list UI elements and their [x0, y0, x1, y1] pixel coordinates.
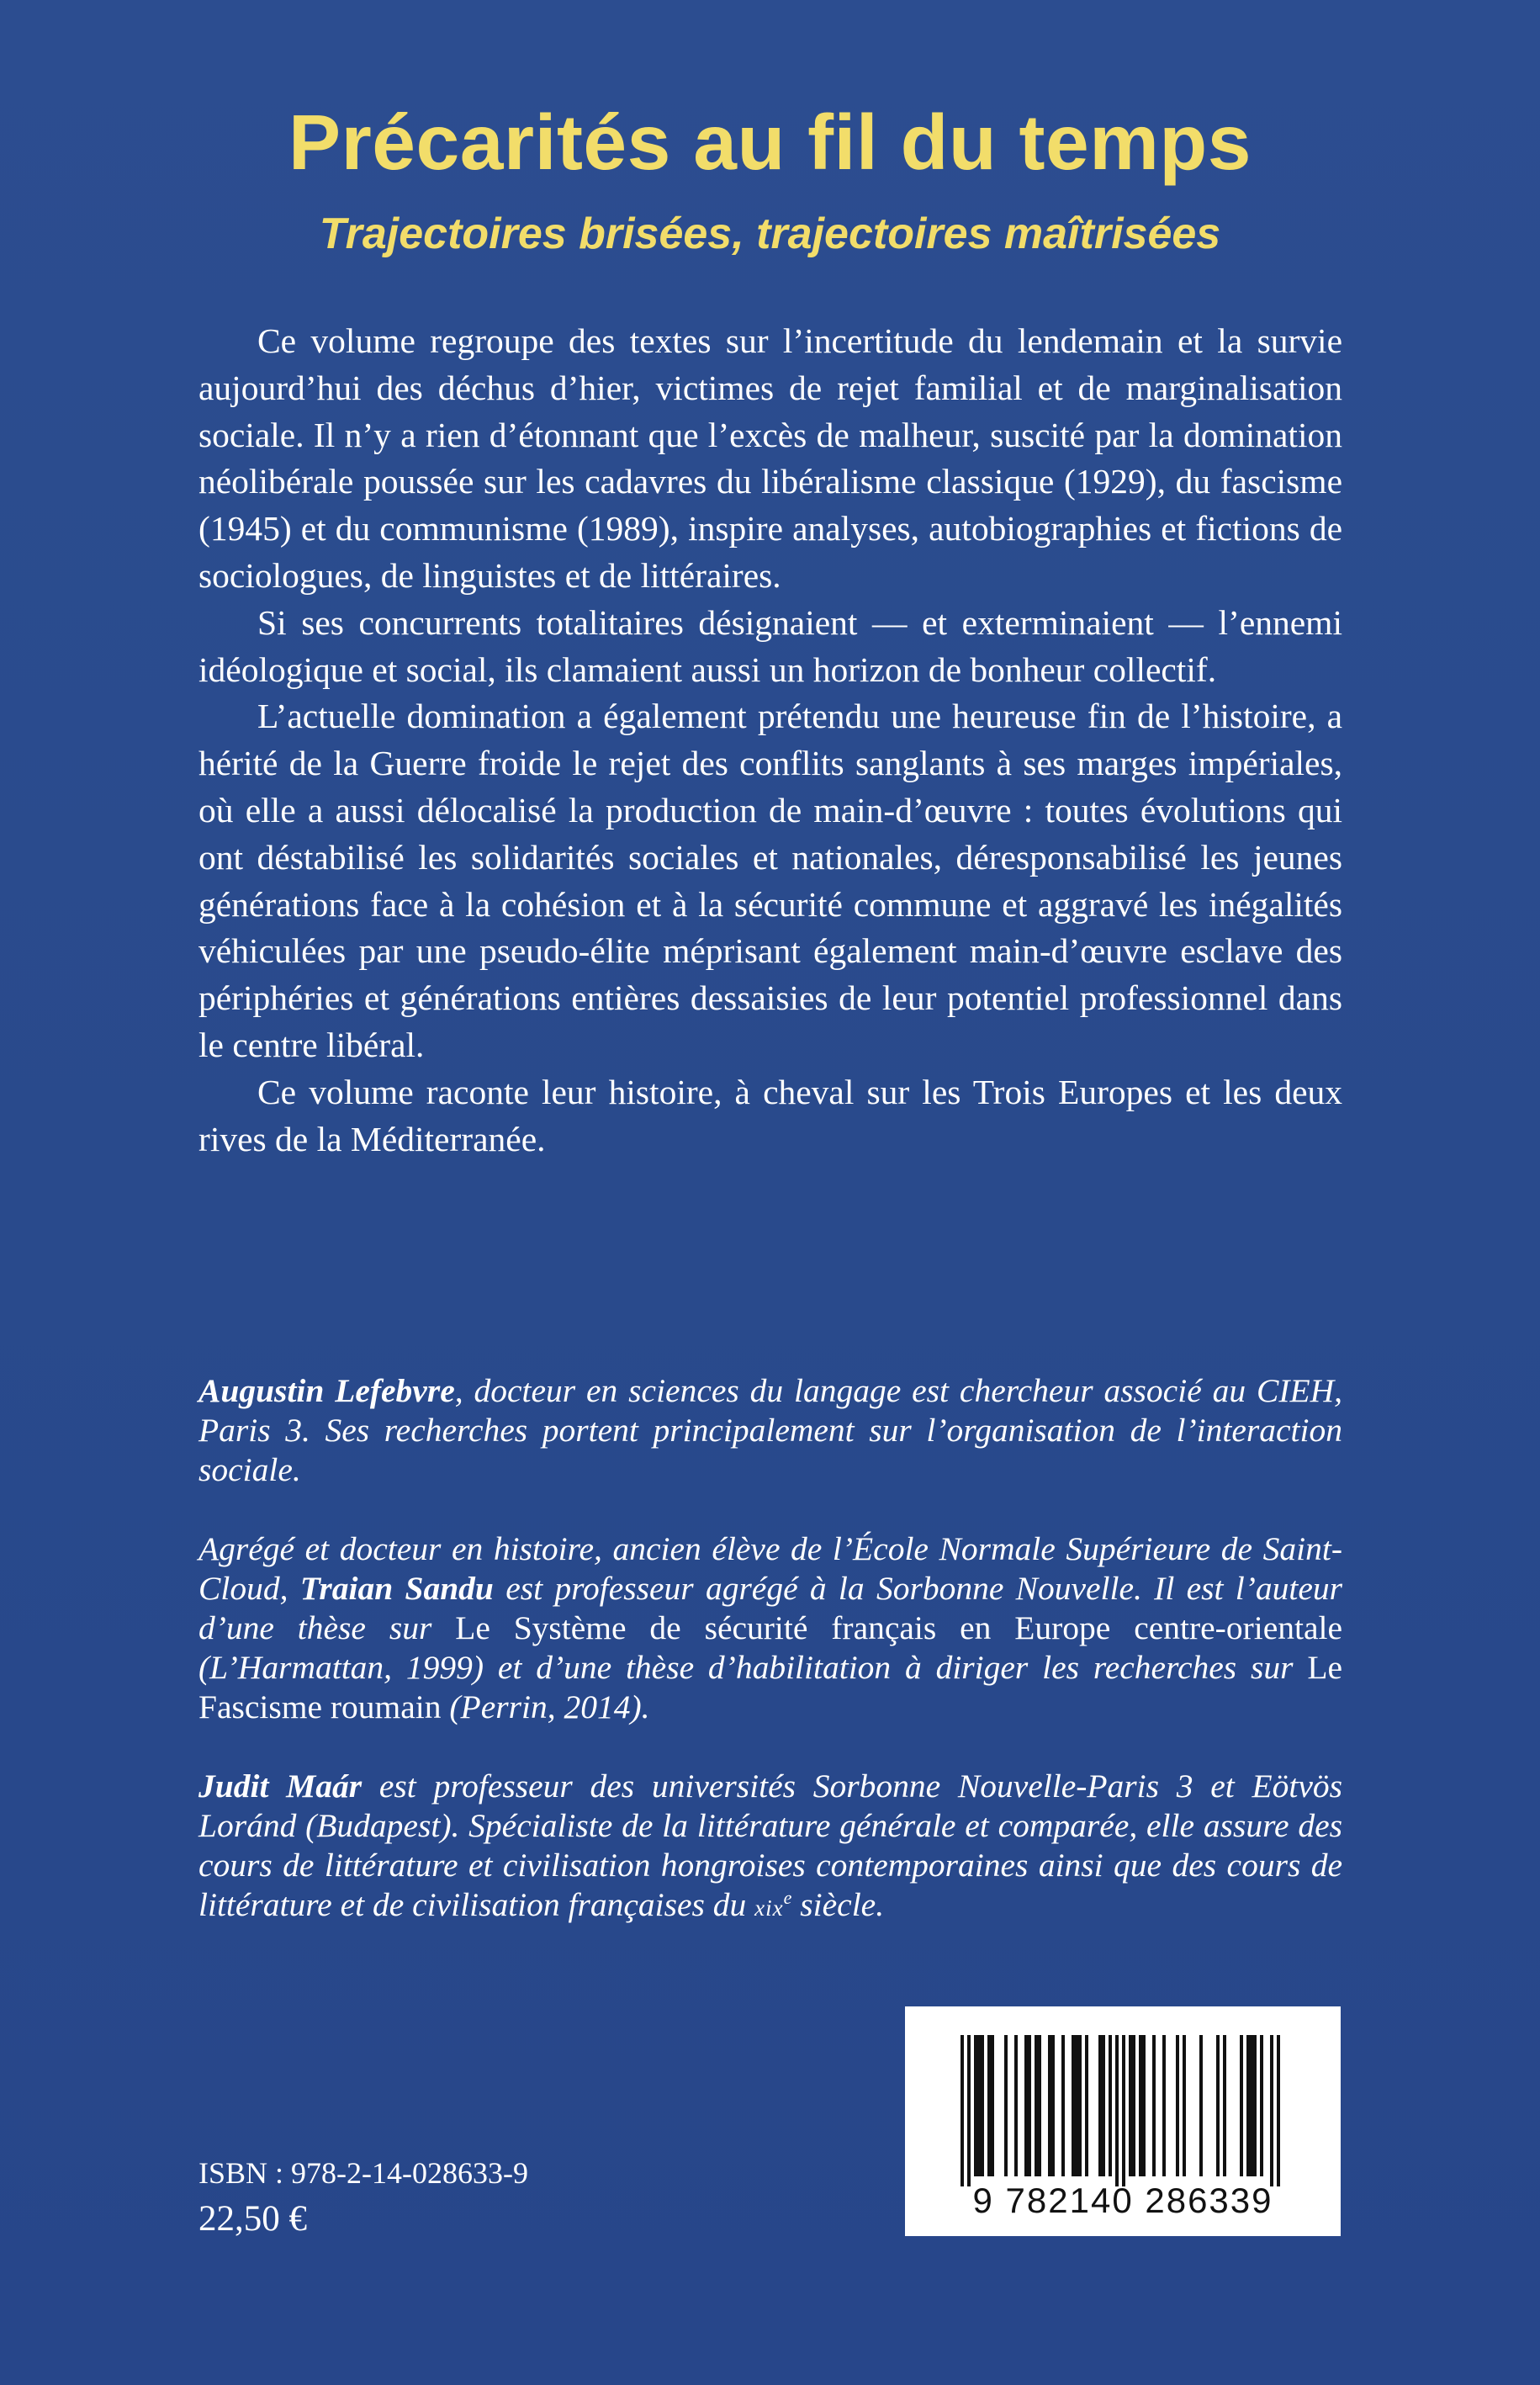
- barcode-bar: [1115, 2035, 1119, 2186]
- barcode-bar: [1038, 2035, 1041, 2176]
- author-bios: [198, 1371, 1342, 1968]
- barcode-bar: [1223, 2035, 1226, 2176]
- bio-maar: [198, 1767, 1342, 1928]
- barcode-bar: [1048, 2035, 1051, 2176]
- barcode-bar: [1028, 2035, 1031, 2176]
- barcode-bar: [1014, 2035, 1018, 2176]
- bio-text: (L’Harmattan, 1999) et d’une thèse d’habilitation à diriger les recherches sur: [198, 1649, 1308, 1686]
- barcode-bar: [1051, 2035, 1055, 2176]
- bio-text: Agrégé et docteur en histoire, ancien élève de l’École Normale Supérieure de Saint-Cloud,: [198, 1530, 1342, 1607]
- century-superscript: e: [783, 1886, 792, 1908]
- barcode-bar: [1102, 2035, 1105, 2176]
- barcode-bar: [961, 2035, 964, 2186]
- bio-text: siècle.: [791, 1886, 885, 1923]
- barcode-bar: [1199, 2035, 1203, 2176]
- book-reference: Le Fascisme roumain: [198, 1649, 1342, 1725]
- barcode-bar: [1176, 2035, 1179, 2176]
- bio-text: est professeur agrégé à la Sorbonne Nouvelle. Il est l’auteur d’une thèse sur: [198, 1570, 1342, 1646]
- bio-sandu: [198, 1529, 1342, 1727]
- barcode-bar: [967, 2035, 971, 2186]
- barcode-bar: [1129, 2035, 1132, 2176]
- century-numeral: xix: [754, 1895, 784, 1921]
- bio-text: , docteur en sciences du langage est chercheur associé au CIEH, Paris 3. Ses recherches portent principalement sur l’organisation de l’interaction sociale.: [198, 1372, 1342, 1488]
- barcode-bar: [1162, 2035, 1166, 2176]
- barcode-bar: [1246, 2035, 1250, 2176]
- barcode-bar: [1132, 2035, 1135, 2176]
- bio-text: (Perrin, 2014).: [441, 1688, 650, 1725]
- barcode-bar: [1075, 2035, 1078, 2176]
- barcode-bar: [1098, 2035, 1102, 2176]
- barcode-bar: [1085, 2035, 1088, 2176]
- book-subtitle: Trajectoires brisées, trajectoires maîtrisées: [319, 209, 1221, 258]
- barcode-bar: [1253, 2035, 1257, 2176]
- bio-text: est professeur des universités Sorbonne Nouvelle-Paris 3 et Eötvös Loránd (Budapest). Spécialiste de la littérature générale et comparée, elle assure des cours de littérature et civilisation hongroises contemporaines ainsi que des cours de littérature et de civilisation françaises du: [198, 1768, 1342, 1923]
- barcode-bar: [1139, 2035, 1142, 2176]
- barcode-digits: 9 782140 286339: [972, 2181, 1273, 2220]
- book-title: Précarités au fil du temps: [288, 98, 1252, 186]
- blurb-paragraph-1: Ce volume regroupe des textes sur l’incertitude du lendemain et la survie aujourd’hui des déchus d’hier, victimes de rejet familial et de marginalisation sociale. Il n’y a rien d’étonnant que l’excès de malheur, suscité par la domination néolibérale poussée sur les cadavres du libéralisme classique (1929), du fascisme (1945) et du communisme (1989), inspire analyses, autobiographies et fictions de sociologues, de linguistes et de littéraires.: [198, 321, 1342, 595]
- barcode-bar: [1152, 2035, 1156, 2176]
- barcode-bar: [991, 2035, 994, 2176]
- barcode-bar: [987, 2035, 991, 2176]
- barcode-bar: [1270, 2035, 1273, 2186]
- barcode-bar: [1260, 2035, 1263, 2176]
- barcode-bar: [977, 2035, 981, 2176]
- barcode-bar: [1035, 2035, 1038, 2176]
- price: 22,50 €: [198, 2199, 307, 2239]
- barcode-bar: [1250, 2035, 1253, 2176]
- barcode-bar: [974, 2035, 977, 2176]
- author-name: Traian Sandu: [299, 1570, 494, 1607]
- barcode-bar: [1277, 2035, 1280, 2186]
- barcode-bar: [981, 2035, 984, 2176]
- barcode: [905, 2006, 1341, 2236]
- barcode-bar: [1061, 2035, 1065, 2176]
- barcode-bar: [1004, 2035, 1008, 2176]
- barcode-bar: [1240, 2035, 1243, 2176]
- barcode-bar: [1078, 2035, 1082, 2176]
- book-reference: Le Système de sécurité français en Europe centre-orientale: [455, 1609, 1342, 1646]
- isbn: ISBN : 978-2-14-028633-9: [198, 2156, 528, 2190]
- blurb-paragraph-2: Si ses concurrents totalitaires désignaient — et exterminaient — l’ennemi idéologique et social, ils clamaient aussi un horizon de bonheur collectif.: [198, 602, 1342, 689]
- barcode-bar: [1109, 2035, 1112, 2176]
- author-name: Augustin Lefebvre: [198, 1372, 455, 1409]
- barcode-bar: [1183, 2035, 1186, 2176]
- barcode-bar: [1142, 2035, 1146, 2176]
- barcode-bar: [1024, 2035, 1028, 2176]
- blurb-paragraph-3: L’actuelle domination a également prétendu une heureuse fin de l’histoire, a hérité de la Guerre froide le rejet des conflits sanglants à ses marges impériales, où elle a aussi délocalisé la production de main-d’œuvre : toutes évolutions qui ont déstabilisé les solidarités sociales et nationales, déresponsabilisé les jeunes générations face à la cohésion et à la sécurité commune et aggravé les inégalités véhiculées par une pseudo-élite méprisant également main-d’œuvre esclave des périphéries et générations entières dessaisies de leur potentiel professionnel dans le centre libéral.: [198, 697, 1342, 1064]
- barcode-bar: [1216, 2035, 1220, 2176]
- author-name: Judit Maár: [198, 1768, 363, 1805]
- barcode-bar: [1122, 2035, 1125, 2186]
- barcode-bar: [1072, 2035, 1075, 2176]
- blurb: [198, 318, 1342, 1163]
- blurb-paragraph-4: Ce volume raconte leur histoire, à cheval sur les Trois Europes et les deux rives de la Méditerranée.: [198, 1072, 1342, 1158]
- bio-lefebvre: [198, 1371, 1342, 1490]
